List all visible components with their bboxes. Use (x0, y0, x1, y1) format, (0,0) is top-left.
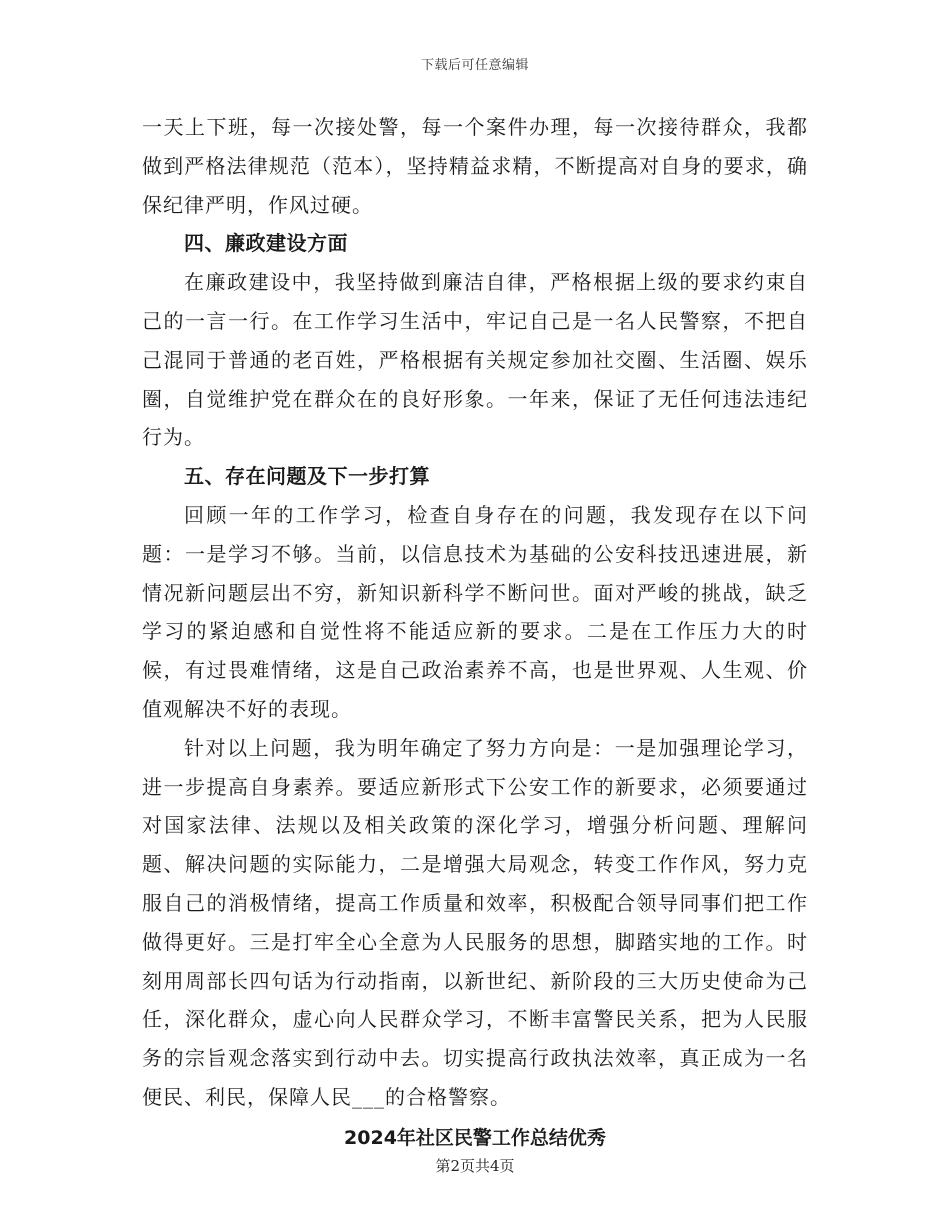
paragraph-integrity: 在廉政建设中，我坚持做到廉洁自律，严格根据上级的要求约束自己的一言一行。在工作学习生活中，牢记自己是一名人民警察，不把自己混同于普通的老百姓，严格根据有关规定参加社交圈、生活圈、娱乐圈，自觉维护党在群众在的良好形象。一年来，保证了无任何违法违纪行为。 (142, 270, 808, 450)
section-heading-5: 五、存在问题及下一步打算 (184, 464, 430, 489)
paragraph-continued: 一天上下班，每一次接处警，每一个案件办理，每一次接待群众，我都做到严格法律规范（范本），坚持精益求精，不断提高对自身的要求，确保纪律严明，作风过硬。 (142, 115, 808, 217)
page-header: 下载后可任意编辑 (420, 58, 529, 73)
next-document-title: 2024年社区民警工作总结优秀 (344, 1126, 606, 1149)
section-heading-4: 四、廉政建设方面 (184, 231, 348, 256)
paragraph-problems: 回顾一年的工作学习，检查自身存在的问题，我发现存在以下问题：一是学习不够。当前，以信息技术为基础的公安科技迅速进展，新情况新问题层出不穷，新知识新科学不断问世。面对严峻的挑战，缺乏学习的紧迫感和自觉性将不能适应新的要求。二是在工作压力大的时候，有过畏难情绪，这是自己政治素养不高，也是世界观、人生观、价值观解决不好的表现。 (142, 502, 808, 721)
paragraph-plans: 针对以上问题，我为明年确定了努力方向是：一是加强理论学习，进一步提高自身素养。要适应新形式下公安工作的新要求，必须要通过对国家法律、法规以及相关政策的深化学习，增强分析问题、理解问题、解决问题的实际能力，二是增强大局观念，转变工作作风，努力克服自己的消极情绪，提高工作质量和效率，积极配合领导同事们把工作做得更好。三是打牢全心全意为人民服务的思想，脚踏实地的工作。时刻用周部长四句话为行动指南，以新世纪、新阶段的三大历史使命为己任，深化群众，虚心向人民群众学习，不断丰富警民关系，把为人民服务的宗旨观念落实到行动中去。切实提高行政执法效率，真正成为一名便民、利民，保障人民___的合格警察。 (142, 735, 808, 1109)
page-number: 第2页共4页 (435, 1157, 515, 1175)
document-body (142, 108, 808, 1158)
